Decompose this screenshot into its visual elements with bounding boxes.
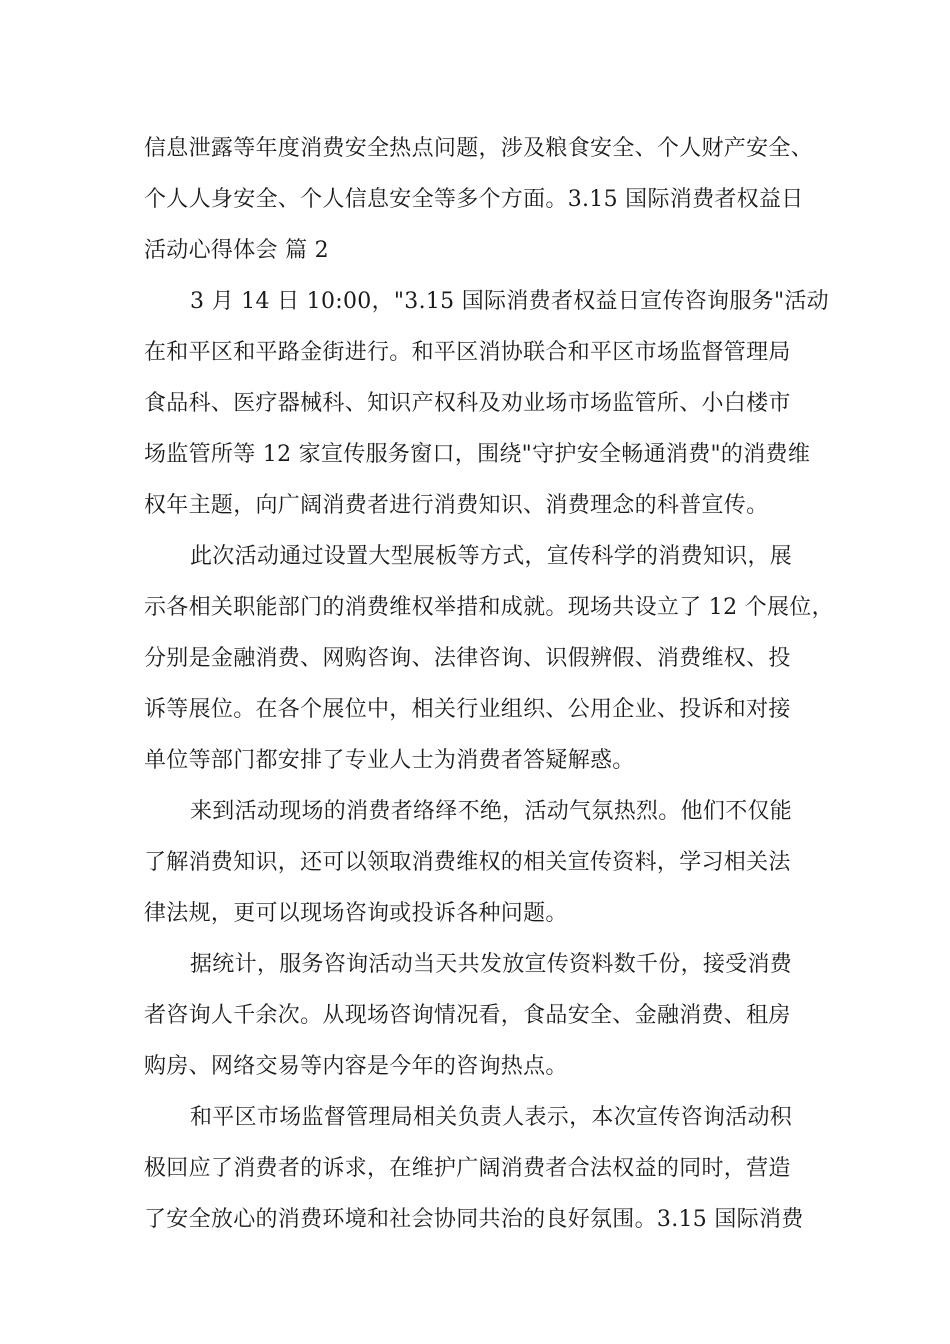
text-line: 单位等部门都安排了专业人士为消费者答疑解惑。 xyxy=(144,748,635,773)
text-line: 购房、网络交易等内容是今年的咨询热点。 xyxy=(144,1054,568,1079)
text-line: 活动心得体会 篇 2 xyxy=(144,238,329,263)
text-line: 极回应了消费者的诉求，在维护广阔消费者合法权益的同时，营造 xyxy=(144,1156,791,1181)
text-line: 场监管所等 12 家宣传服务窗口，围绕"守护安全畅通消费"的消费维 xyxy=(144,442,811,467)
text-line: 个人人身安全、个人信息安全等多个方面。3.15 国际消费者权益日 xyxy=(144,187,804,212)
text-line: 者咨询人千余次。从现场咨询情况看，食品安全、金融消费、租房 xyxy=(144,1003,791,1028)
text-line: 和平区市场监督管理局相关负责人表示，本次宣传咨询活动积 xyxy=(190,1105,793,1130)
text-line: 在和平区和平路金街进行。和平区消协联合和平区市场监督管理局 xyxy=(144,340,791,365)
text-line: 3 月 14 日 10:00，"3.15 国际消费者权益日宣传咨询服务"活动 xyxy=(190,289,829,314)
text-line: 权年主题，向广阔消费者进行消费知识、消费理念的科普宣传。 xyxy=(144,493,769,518)
text-line: 了解消费知识，还可以领取消费维权的相关宣传资料，学习相关法 xyxy=(144,850,791,875)
text-line: 信息泄露等年度消费安全热点问题，涉及粮食安全、个人财产安全、 xyxy=(144,136,814,161)
text-line: 分别是金融消费、网购咨询、法律咨询、识假辨假、消费维权、投 xyxy=(144,646,791,671)
text-line: 律法规，更可以现场咨询或投诉各种问题。 xyxy=(144,901,568,926)
text-line: 示各相关职能部门的消费维权举措和成就。现场共设立了 12 个展位， xyxy=(144,595,834,620)
text-line: 食品科、医疗器械科、知识产权科及劝业场市场监管所、小白楼市 xyxy=(144,391,791,416)
text-line: 诉等展位。在各个展位中，相关行业组织、公用企业、投诉和对接 xyxy=(144,697,791,722)
text-line: 据统计，服务咨询活动当天共发放宣传资料数千份，接受消费 xyxy=(190,952,793,977)
text-line: 此次活动通过设置大型展板等方式，宣传科学的消费知识，展 xyxy=(190,544,793,569)
text-line: 来到活动现场的消费者络绎不绝，活动气氛热烈。他们不仅能 xyxy=(190,799,793,824)
text-line: 了安全放心的消费环境和社会协同共治的良好氛围。3.15 国际消费 xyxy=(144,1207,804,1232)
